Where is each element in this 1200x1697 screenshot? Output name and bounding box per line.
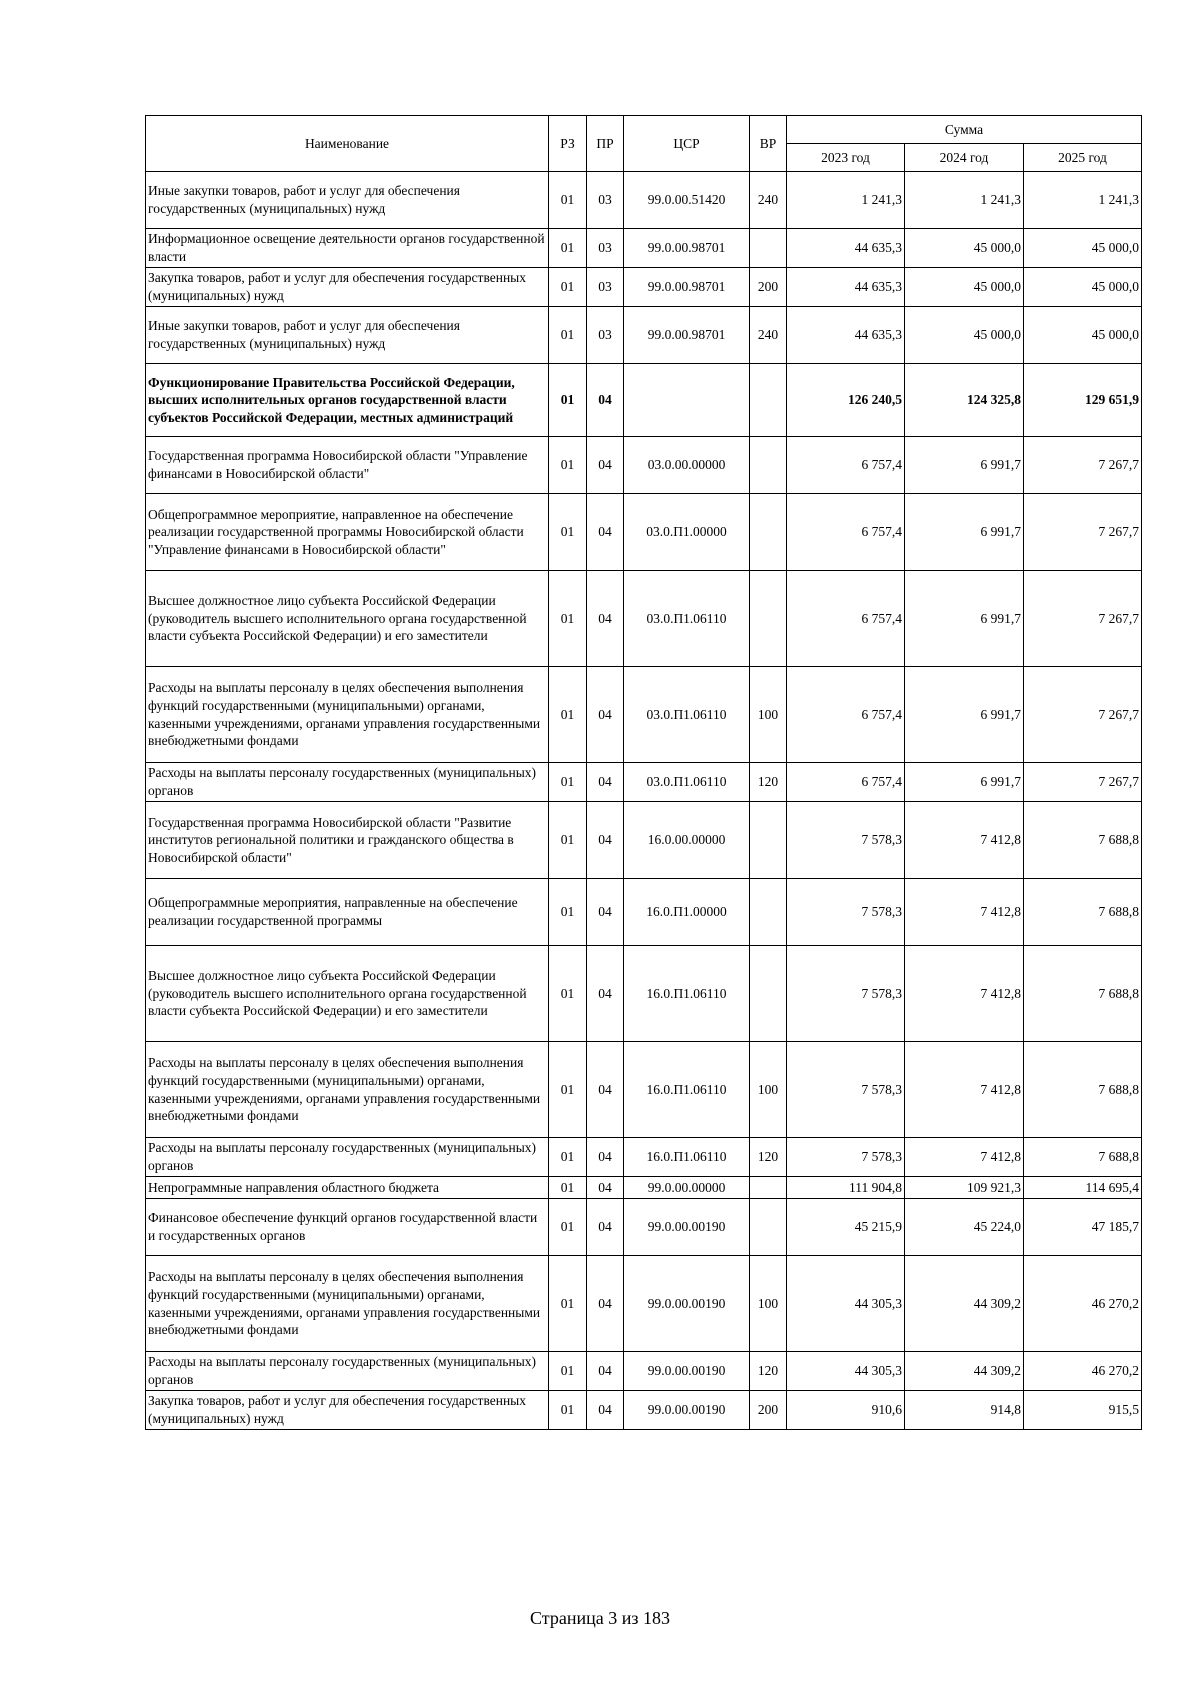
- table-row: [146, 879, 1142, 946]
- cell-2025: 47 185,7: [1024, 1199, 1142, 1256]
- cell-csr: 99.0.00.00000: [624, 1177, 750, 1199]
- cell-rz: 01: [549, 1199, 587, 1256]
- cell-vr: 100: [750, 1042, 787, 1138]
- cell-2024: 6 991,7: [905, 494, 1024, 571]
- cell-vr: [750, 364, 787, 437]
- cell-name: Расходы на выплаты персоналу в целях обеспечения выполнения функций государственными (муниципальными) органами, казенными учреждениями, органами управления государственными внебюджетными фондами: [146, 667, 549, 763]
- cell-2023: 44 635,3: [787, 307, 905, 364]
- table-row: [146, 437, 1142, 494]
- cell-2024: 7 412,8: [905, 1138, 1024, 1177]
- cell-pr: 04: [587, 946, 624, 1042]
- cell-2023: 6 757,4: [787, 667, 905, 763]
- cell-pr: 03: [587, 268, 624, 307]
- table-row: [146, 1391, 1142, 1430]
- cell-rz: 01: [549, 229, 587, 268]
- table-row: [146, 1256, 1142, 1352]
- table-body: [146, 172, 1142, 1430]
- cell-csr: 16.0.00.00000: [624, 802, 750, 879]
- table-row: [146, 1042, 1142, 1138]
- cell-name: Государственная программа Новосибирской области "Управление финансами в Новосибирской области": [146, 437, 549, 494]
- table-row: [146, 1138, 1142, 1177]
- header-pr: ПР: [587, 116, 624, 172]
- cell-csr: 99.0.00.98701: [624, 268, 750, 307]
- page-number: Страница 3 из 183: [530, 1608, 670, 1628]
- cell-2024: 6 991,7: [905, 667, 1024, 763]
- table-row: [146, 571, 1142, 667]
- cell-name: Закупка товаров, работ и услуг для обеспечения государственных (муниципальных) нужд: [146, 1391, 549, 1430]
- cell-2023: 44 635,3: [787, 229, 905, 268]
- cell-2023: 7 578,3: [787, 946, 905, 1042]
- table-row: [146, 802, 1142, 879]
- cell-2025: 1 241,3: [1024, 172, 1142, 229]
- cell-2023: 45 215,9: [787, 1199, 905, 1256]
- cell-2023: 6 757,4: [787, 763, 905, 802]
- cell-pr: 04: [587, 802, 624, 879]
- header-csr: ЦСР: [624, 116, 750, 172]
- cell-2024: 7 412,8: [905, 802, 1024, 879]
- cell-2024: 45 224,0: [905, 1199, 1024, 1256]
- cell-2025: 915,5: [1024, 1391, 1142, 1430]
- cell-name: Информационное освещение деятельности органов государственной власти: [146, 229, 549, 268]
- cell-csr: 03.0.П1.06110: [624, 571, 750, 667]
- cell-csr: 99.0.00.00190: [624, 1352, 750, 1391]
- cell-name: Высшее должностное лицо субъекта Российской Федерации (руководитель высшего исполнительного органа государственной власти субъекта Российской Федерации) и его заместители: [146, 571, 549, 667]
- cell-pr: 04: [587, 1256, 624, 1352]
- header-rz: РЗ: [549, 116, 587, 172]
- cell-rz: 01: [549, 802, 587, 879]
- cell-rz: 01: [549, 307, 587, 364]
- cell-pr: 04: [587, 571, 624, 667]
- cell-2023: 7 578,3: [787, 879, 905, 946]
- cell-name: Расходы на выплаты персоналу государственных (муниципальных) органов: [146, 763, 549, 802]
- table-row: [146, 763, 1142, 802]
- header-name: Наименование: [146, 116, 549, 172]
- cell-rz: 01: [549, 879, 587, 946]
- cell-pr: 04: [587, 1199, 624, 1256]
- cell-vr: [750, 1177, 787, 1199]
- cell-vr: 200: [750, 268, 787, 307]
- cell-2025: 7 267,7: [1024, 763, 1142, 802]
- cell-2023: 7 578,3: [787, 1138, 905, 1177]
- cell-rz: 01: [549, 364, 587, 437]
- cell-rz: 01: [549, 1138, 587, 1177]
- table-row: [146, 667, 1142, 763]
- cell-2023: 6 757,4: [787, 437, 905, 494]
- cell-pr: 04: [587, 494, 624, 571]
- cell-vr: [750, 946, 787, 1042]
- cell-2024: 109 921,3: [905, 1177, 1024, 1199]
- cell-vr: 120: [750, 763, 787, 802]
- cell-name: Расходы на выплаты персоналу в целях обеспечения выполнения функций государственными (муниципальными) органами, казенными учреждениями, органами управления государственными внебюджетными фондами: [146, 1042, 549, 1138]
- cell-2023: 44 635,3: [787, 268, 905, 307]
- cell-2025: 45 000,0: [1024, 268, 1142, 307]
- cell-2025: 7 267,7: [1024, 437, 1142, 494]
- cell-pr: 04: [587, 763, 624, 802]
- cell-pr: 03: [587, 307, 624, 364]
- cell-2023: 6 757,4: [787, 571, 905, 667]
- table-row: [146, 1177, 1142, 1199]
- cell-csr: [624, 364, 750, 437]
- table-row: [146, 364, 1142, 437]
- cell-2023: 7 578,3: [787, 1042, 905, 1138]
- cell-pr: 04: [587, 1391, 624, 1430]
- cell-csr: 99.0.00.00190: [624, 1391, 750, 1430]
- cell-2024: 44 309,2: [905, 1352, 1024, 1391]
- cell-2025: 7 688,8: [1024, 946, 1142, 1042]
- table-row: [146, 307, 1142, 364]
- cell-vr: [750, 437, 787, 494]
- cell-csr: 16.0.П1.00000: [624, 879, 750, 946]
- cell-vr: [750, 879, 787, 946]
- cell-pr: 04: [587, 437, 624, 494]
- cell-csr: 16.0.П1.06110: [624, 946, 750, 1042]
- table-row: [146, 229, 1142, 268]
- cell-rz: 01: [549, 494, 587, 571]
- cell-csr: 99.0.00.00190: [624, 1199, 750, 1256]
- cell-name: Закупка товаров, работ и услуг для обеспечения государственных (муниципальных) нужд: [146, 268, 549, 307]
- cell-vr: [750, 802, 787, 879]
- cell-2025: 46 270,2: [1024, 1352, 1142, 1391]
- cell-2024: 914,8: [905, 1391, 1024, 1430]
- cell-pr: 03: [587, 172, 624, 229]
- table-row: [146, 172, 1142, 229]
- cell-vr: [750, 571, 787, 667]
- cell-2024: 7 412,8: [905, 946, 1024, 1042]
- cell-csr: 16.0.П1.06110: [624, 1138, 750, 1177]
- cell-pr: 04: [587, 1042, 624, 1138]
- cell-rz: 01: [549, 1256, 587, 1352]
- cell-name: Иные закупки товаров, работ и услуг для обеспечения государственных (муниципальных) нужд: [146, 172, 549, 229]
- header-year-2024: 2024 год: [905, 144, 1024, 172]
- header-sum: Сумма: [787, 116, 1142, 144]
- budget-table: [145, 115, 1142, 1430]
- cell-name: Финансовое обеспечение функций органов государственной власти и государственных органов: [146, 1199, 549, 1256]
- cell-name: Расходы на выплаты персоналу государственных (муниципальных) органов: [146, 1138, 549, 1177]
- table-row: [146, 494, 1142, 571]
- cell-2025: 45 000,0: [1024, 229, 1142, 268]
- cell-2024: 1 241,3: [905, 172, 1024, 229]
- cell-pr: 04: [587, 1352, 624, 1391]
- cell-vr: [750, 494, 787, 571]
- cell-name: Функционирование Правительства Российской Федерации, высших исполнительных органов государственной власти субъектов Российской Федерации, местных администраций: [146, 364, 549, 437]
- cell-2025: 46 270,2: [1024, 1256, 1142, 1352]
- cell-name: Общепрограммные мероприятия, направленные на обеспечение реализации государственной программы: [146, 879, 549, 946]
- header-year-2023: 2023 год: [787, 144, 905, 172]
- header-vr: ВР: [750, 116, 787, 172]
- cell-2023: 6 757,4: [787, 494, 905, 571]
- cell-2024: 44 309,2: [905, 1256, 1024, 1352]
- cell-vr: 100: [750, 667, 787, 763]
- cell-2023: 44 305,3: [787, 1256, 905, 1352]
- cell-name: Иные закупки товаров, работ и услуг для обеспечения государственных (муниципальных) нужд: [146, 307, 549, 364]
- cell-2025: 7 688,8: [1024, 879, 1142, 946]
- cell-vr: 240: [750, 307, 787, 364]
- cell-pr: 04: [587, 879, 624, 946]
- cell-vr: 120: [750, 1138, 787, 1177]
- cell-2024: 6 991,7: [905, 437, 1024, 494]
- table-row: [146, 1352, 1142, 1391]
- cell-csr: 99.0.00.51420: [624, 172, 750, 229]
- cell-pr: 04: [587, 1177, 624, 1199]
- cell-2023: 910,6: [787, 1391, 905, 1430]
- cell-name: Государственная программа Новосибирской области "Развитие институтов региональной политики и гражданского общества в Новосибирской области": [146, 802, 549, 879]
- cell-rz: 01: [549, 763, 587, 802]
- cell-2023: 44 305,3: [787, 1352, 905, 1391]
- cell-2024: 45 000,0: [905, 229, 1024, 268]
- cell-csr: 03.0.П1.06110: [624, 667, 750, 763]
- cell-rz: 01: [549, 946, 587, 1042]
- cell-2024: 45 000,0: [905, 307, 1024, 364]
- cell-rz: 01: [549, 437, 587, 494]
- cell-2025: 7 267,7: [1024, 494, 1142, 571]
- cell-rz: 01: [549, 172, 587, 229]
- cell-rz: 01: [549, 571, 587, 667]
- cell-name: Непрограммные направления областного бюджета: [146, 1177, 549, 1199]
- cell-2025: 129 651,9: [1024, 364, 1142, 437]
- cell-vr: 200: [750, 1391, 787, 1430]
- cell-2025: 7 267,7: [1024, 667, 1142, 763]
- cell-2023: 1 241,3: [787, 172, 905, 229]
- cell-2024: 6 991,7: [905, 571, 1024, 667]
- cell-csr: 16.0.П1.06110: [624, 1042, 750, 1138]
- cell-pr: 04: [587, 667, 624, 763]
- cell-pr: 04: [587, 1138, 624, 1177]
- cell-rz: 01: [549, 1042, 587, 1138]
- table-header: [146, 116, 1142, 172]
- cell-rz: 01: [549, 1391, 587, 1430]
- cell-2025: 7 688,8: [1024, 1042, 1142, 1138]
- cell-csr: 03.0.00.00000: [624, 437, 750, 494]
- cell-rz: 01: [549, 268, 587, 307]
- cell-csr: 99.0.00.00190: [624, 1256, 750, 1352]
- cell-vr: [750, 1199, 787, 1256]
- cell-rz: 01: [549, 1177, 587, 1199]
- cell-2024: 45 000,0: [905, 268, 1024, 307]
- header-year-2025: 2025 год: [1024, 144, 1142, 172]
- cell-2024: 124 325,8: [905, 364, 1024, 437]
- cell-name: Высшее должностное лицо субъекта Российской Федерации (руководитель высшего исполнительного органа государственной власти субъекта Российской Федерации) и его заместители: [146, 946, 549, 1042]
- cell-2025: 7 688,8: [1024, 802, 1142, 879]
- cell-rz: 01: [549, 667, 587, 763]
- cell-vr: [750, 229, 787, 268]
- cell-2023: 7 578,3: [787, 802, 905, 879]
- table-row: [146, 268, 1142, 307]
- cell-vr: 240: [750, 172, 787, 229]
- cell-csr: 99.0.00.98701: [624, 229, 750, 268]
- cell-2023: 126 240,5: [787, 364, 905, 437]
- cell-vr: 120: [750, 1352, 787, 1391]
- cell-2024: 7 412,8: [905, 879, 1024, 946]
- table-row: [146, 946, 1142, 1042]
- table-row: [146, 1199, 1142, 1256]
- cell-csr: 99.0.00.98701: [624, 307, 750, 364]
- cell-pr: 04: [587, 364, 624, 437]
- cell-name: Расходы на выплаты персоналу государственных (муниципальных) органов: [146, 1352, 549, 1391]
- cell-2025: 45 000,0: [1024, 307, 1142, 364]
- cell-name: Общепрограммное мероприятие, направленное на обеспечение реализации государственной программы Новосибирской области "Управление финансами в Новосибирской области": [146, 494, 549, 571]
- cell-2025: 7 688,8: [1024, 1138, 1142, 1177]
- cell-name: Расходы на выплаты персоналу в целях обеспечения выполнения функций государственными (муниципальными) органами, казенными учреждениями, органами управления государственными внебюджетными фондами: [146, 1256, 549, 1352]
- cell-rz: 01: [549, 1352, 587, 1391]
- cell-2025: 7 267,7: [1024, 571, 1142, 667]
- cell-2024: 7 412,8: [905, 1042, 1024, 1138]
- cell-pr: 03: [587, 229, 624, 268]
- cell-vr: 100: [750, 1256, 787, 1352]
- cell-2023: 111 904,8: [787, 1177, 905, 1199]
- cell-2025: 114 695,4: [1024, 1177, 1142, 1199]
- cell-2024: 6 991,7: [905, 763, 1024, 802]
- cell-csr: 03.0.П1.00000: [624, 494, 750, 571]
- cell-csr: 03.0.П1.06110: [624, 763, 750, 802]
